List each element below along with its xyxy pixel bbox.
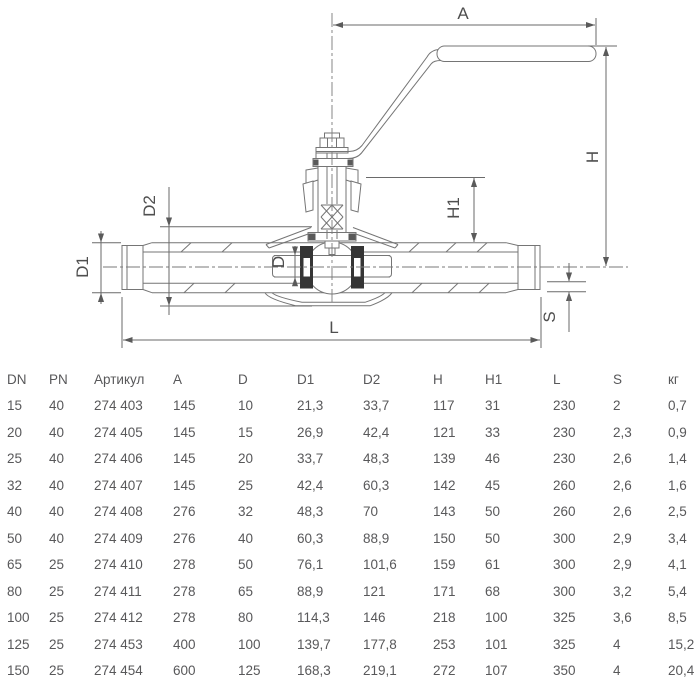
table-header-row bbox=[0, 366, 700, 393]
table-cell: 25 bbox=[49, 557, 65, 573]
table-cell: 2,9 bbox=[613, 557, 632, 573]
table-cell: 0,9 bbox=[668, 424, 687, 440]
table-cell: 40 bbox=[49, 398, 65, 414]
table-cell: 40 bbox=[238, 530, 254, 546]
label-D1: D1 bbox=[73, 256, 92, 278]
table-cell: 274 410 bbox=[94, 557, 143, 573]
table-cell: 3,6 bbox=[613, 610, 632, 626]
table-cell: 25 bbox=[238, 477, 254, 493]
table-cell: 325 bbox=[553, 636, 576, 652]
table-cell: 50 bbox=[238, 557, 254, 573]
table-cell: 50 bbox=[485, 530, 501, 546]
table-cell: 145 bbox=[173, 477, 196, 493]
table-cell: 80 bbox=[238, 610, 254, 626]
table-cell: 272 bbox=[433, 663, 456, 679]
table-row bbox=[0, 658, 700, 685]
column-header: D1 bbox=[297, 371, 315, 387]
column-header: S bbox=[613, 371, 623, 387]
table-row bbox=[0, 578, 700, 605]
table-cell: 121 bbox=[363, 583, 386, 599]
table-cell: 65 bbox=[7, 557, 23, 573]
column-header: кг bbox=[668, 371, 679, 387]
table-cell: 33 bbox=[485, 424, 501, 440]
table-cell: 2,6 bbox=[613, 477, 632, 493]
table-cell: 274 409 bbox=[94, 530, 143, 546]
column-header: H bbox=[433, 371, 443, 387]
table-cell: 31 bbox=[485, 398, 501, 414]
table-cell: 274 405 bbox=[94, 424, 143, 440]
table-cell: 300 bbox=[553, 530, 576, 546]
table-cell: 274 454 bbox=[94, 663, 143, 679]
table-cell: 32 bbox=[7, 477, 23, 493]
table-cell: 139 bbox=[433, 451, 456, 467]
table-cell: 125 bbox=[238, 663, 261, 679]
label-L: L bbox=[329, 318, 339, 337]
table-cell: 26,9 bbox=[297, 424, 324, 440]
table-cell: 150 bbox=[7, 663, 30, 679]
table-cell: 20 bbox=[238, 451, 254, 467]
table-cell: 100 bbox=[485, 610, 508, 626]
table-cell: 0,7 bbox=[668, 398, 687, 414]
column-header: DN bbox=[7, 371, 27, 387]
label-H1: H1 bbox=[444, 197, 463, 219]
table-cell: 143 bbox=[433, 504, 456, 520]
column-header: PN bbox=[49, 371, 68, 387]
column-header: H1 bbox=[485, 371, 503, 387]
table-row bbox=[0, 605, 700, 632]
table-cell: 40 bbox=[49, 451, 65, 467]
table-cell: 25 bbox=[49, 583, 65, 599]
table-cell: 400 bbox=[173, 636, 196, 652]
table-cell: 76,1 bbox=[297, 557, 324, 573]
table-cell: 276 bbox=[173, 530, 196, 546]
table-cell: 10 bbox=[238, 398, 254, 414]
table-cell: 50 bbox=[485, 504, 501, 520]
table-body bbox=[0, 393, 700, 685]
table-cell: 33,7 bbox=[363, 398, 390, 414]
dim-D1 bbox=[92, 231, 121, 304]
table-cell: 218 bbox=[433, 610, 456, 626]
table-cell: 2 bbox=[613, 398, 621, 414]
table-cell: 88,9 bbox=[297, 583, 324, 599]
table-row bbox=[0, 446, 700, 473]
table-cell: 2,6 bbox=[613, 451, 632, 467]
table-cell: 2,9 bbox=[613, 530, 632, 546]
table-cell: 274 406 bbox=[94, 451, 143, 467]
table-cell: 68 bbox=[485, 583, 501, 599]
table-cell: 60,3 bbox=[363, 477, 390, 493]
label-H: H bbox=[583, 150, 602, 164]
handle-lever bbox=[316, 46, 596, 159]
table-cell: 145 bbox=[173, 451, 196, 467]
table-cell: 4 bbox=[613, 636, 621, 652]
table-cell: 21,3 bbox=[297, 398, 324, 414]
table-cell: 65 bbox=[238, 583, 254, 599]
table-cell: 45 bbox=[485, 477, 501, 493]
table-cell: 15 bbox=[238, 424, 254, 440]
table-row bbox=[0, 472, 700, 499]
table-cell: 171 bbox=[433, 583, 456, 599]
table-cell: 142 bbox=[433, 477, 456, 493]
table-cell: 159 bbox=[433, 557, 456, 573]
table-cell: 2,3 bbox=[613, 424, 632, 440]
table-cell: 42,4 bbox=[297, 477, 324, 493]
left-weld-end bbox=[122, 243, 152, 293]
table-row bbox=[0, 499, 700, 526]
table-cell: 300 bbox=[553, 583, 576, 599]
table-cell: 168,3 bbox=[297, 663, 331, 679]
table-cell: 1,6 bbox=[668, 477, 687, 493]
table-cell: 219,1 bbox=[363, 663, 397, 679]
table-cell: 278 bbox=[173, 557, 196, 573]
table-cell: 88,9 bbox=[363, 530, 390, 546]
table-row bbox=[0, 631, 700, 658]
table-cell: 117 bbox=[433, 398, 455, 414]
table-cell: 33,7 bbox=[297, 451, 324, 467]
table-cell: 230 bbox=[553, 451, 576, 467]
table-cell: 139,7 bbox=[297, 636, 331, 652]
table-cell: 3,2 bbox=[613, 583, 632, 599]
table-cell: 145 bbox=[173, 424, 196, 440]
table-row bbox=[0, 419, 700, 446]
table-cell: 50 bbox=[7, 530, 23, 546]
column-header: D2 bbox=[363, 371, 381, 387]
label-A: A bbox=[457, 4, 469, 23]
table-cell: 260 bbox=[553, 504, 576, 520]
table-cell: 150 bbox=[433, 530, 456, 546]
table-row bbox=[0, 393, 700, 420]
table-cell: 4,1 bbox=[668, 557, 687, 573]
table-cell: 230 bbox=[553, 424, 576, 440]
table-cell: 46 bbox=[485, 451, 501, 467]
table-cell: 40 bbox=[7, 504, 23, 520]
table-cell: 121 bbox=[433, 424, 456, 440]
table-cell: 100 bbox=[7, 610, 30, 626]
table-cell: 70 bbox=[363, 504, 379, 520]
table-cell: 600 bbox=[173, 663, 196, 679]
handle-grip bbox=[437, 46, 596, 62]
dim-H1 bbox=[366, 178, 485, 243]
table-cell: 20 bbox=[7, 424, 23, 440]
table-cell: 274 403 bbox=[94, 398, 143, 414]
table-cell: 274 407 bbox=[94, 477, 143, 493]
table-cell: 8,5 bbox=[668, 610, 687, 626]
table-cell: 177,8 bbox=[363, 636, 397, 652]
table-row bbox=[0, 552, 700, 579]
body-lower-dome bbox=[265, 293, 392, 306]
label-S: S bbox=[540, 311, 559, 323]
column-header: Артикул bbox=[94, 371, 145, 387]
table-cell: 260 bbox=[553, 477, 576, 493]
table-cell: 146 bbox=[363, 610, 386, 626]
table-cell: 253 bbox=[433, 636, 456, 652]
table-cell: 274 408 bbox=[94, 504, 143, 520]
table-cell: 48,3 bbox=[297, 504, 324, 520]
column-header: A bbox=[173, 371, 183, 387]
table-cell: 61 bbox=[485, 557, 501, 573]
table-cell: 300 bbox=[553, 557, 576, 573]
table-cell: 32 bbox=[238, 504, 254, 520]
table-cell: 48,3 bbox=[363, 451, 390, 467]
table-row bbox=[0, 525, 700, 552]
table-cell: 101 bbox=[485, 636, 508, 652]
column-header: D bbox=[238, 371, 248, 387]
table-cell: 5,4 bbox=[668, 583, 687, 599]
table-cell: 278 bbox=[173, 610, 196, 626]
table-cell: 15 bbox=[7, 398, 23, 414]
table-cell: 2,5 bbox=[668, 504, 687, 520]
table-cell: 25 bbox=[49, 610, 65, 626]
table-cell: 40 bbox=[49, 504, 65, 520]
table-cell: 274 412 bbox=[94, 610, 143, 626]
table-cell: 80 bbox=[7, 583, 23, 599]
table-cell: 4 bbox=[613, 663, 621, 679]
column-header: L bbox=[553, 371, 561, 387]
table-cell: 20,4 bbox=[668, 663, 695, 679]
table-cell: 25 bbox=[49, 636, 65, 652]
table-cell: 25 bbox=[49, 663, 65, 679]
table-cell: 15,2 bbox=[668, 636, 695, 652]
table-cell: 40 bbox=[49, 477, 65, 493]
table-cell: 40 bbox=[49, 530, 65, 546]
table-cell: 145 bbox=[173, 398, 196, 414]
table-cell: 3,4 bbox=[668, 530, 687, 546]
table-cell: 230 bbox=[553, 398, 576, 414]
table-cell: 114,3 bbox=[297, 610, 330, 626]
table-cell: 101,6 bbox=[363, 557, 397, 573]
table-cell: 350 bbox=[553, 663, 576, 679]
table-cell: 25 bbox=[7, 451, 23, 467]
table-cell: 60,3 bbox=[297, 530, 324, 546]
label-D2: D2 bbox=[140, 195, 159, 217]
label-D: D bbox=[269, 255, 288, 269]
table-cell: 40 bbox=[49, 424, 65, 440]
dimensions-table bbox=[0, 366, 700, 684]
table-cell: 278 bbox=[173, 583, 196, 599]
table-cell: 325 bbox=[553, 610, 576, 626]
table-cell: 1,4 bbox=[668, 451, 687, 467]
right-weld-end bbox=[506, 243, 540, 293]
table-cell: 125 bbox=[7, 636, 30, 652]
table-cell: 276 bbox=[173, 504, 196, 520]
table-cell: 274 411 bbox=[94, 583, 142, 599]
table-cell: 42,4 bbox=[363, 424, 390, 440]
table-cell: 274 453 bbox=[94, 636, 143, 652]
table-cell: 107 bbox=[485, 663, 508, 679]
table-cell: 2,6 bbox=[613, 504, 632, 520]
table-cell: 100 bbox=[238, 636, 261, 652]
